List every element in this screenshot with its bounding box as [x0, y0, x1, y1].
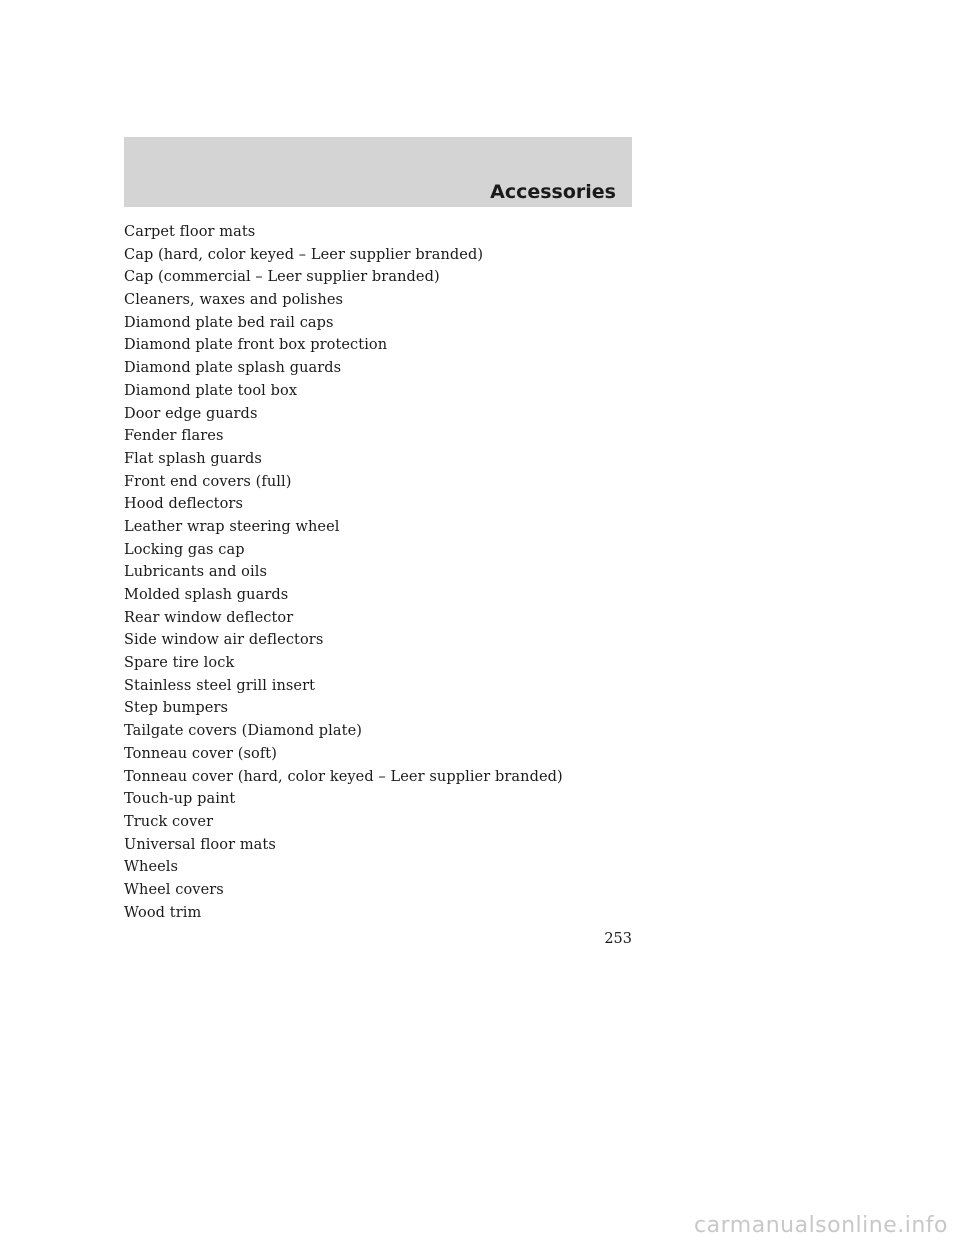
- list-item: Fender flares: [124, 428, 224, 445]
- list-item: Cap (commercial – Leer supplier branded): [124, 269, 440, 286]
- list-item: Tonneau cover (soft): [124, 745, 277, 762]
- list-item: Front end covers (full): [124, 473, 292, 490]
- list-item: Diamond plate front box protection: [124, 337, 388, 354]
- list-item: Spare tire lock: [124, 655, 235, 672]
- section-title: Accessories: [490, 181, 616, 203]
- list-item: Leather wrap steering wheel: [124, 518, 340, 535]
- list-item: Diamond plate bed rail caps: [124, 314, 334, 331]
- section-header-band: [124, 137, 632, 207]
- list-item: Cleaners, waxes and polishes: [124, 292, 344, 309]
- list-item: Diamond plate tool box: [124, 382, 298, 399]
- list-item: Hood deflectors: [124, 496, 243, 513]
- list-item: Flat splash guards: [124, 450, 262, 467]
- list-item: Tailgate covers (Diamond plate): [124, 723, 363, 740]
- accessory-list: [124, 221, 563, 924]
- list-item: Wheel covers: [124, 881, 224, 898]
- list-item: Truck cover: [124, 813, 214, 830]
- list-item: Stainless steel grill insert: [124, 677, 316, 694]
- list-item: Cap (hard, color keyed – Leer supplier branded): [124, 246, 484, 263]
- list-item: Tonneau cover (hard, color keyed – Leer supplier branded): [124, 768, 563, 785]
- list-item: Rear window deflector: [124, 609, 294, 626]
- list-item: Touch-up paint: [124, 791, 236, 808]
- list-item: Molded splash guards: [124, 587, 289, 603]
- list-item: Wood trim: [124, 904, 202, 921]
- list-item: Wheels: [124, 859, 179, 876]
- page-number: 253: [604, 931, 632, 947]
- watermark-text: carmanualsonline.info: [694, 1213, 948, 1238]
- list-item: Step bumpers: [124, 700, 229, 717]
- list-item: Diamond plate splash guards: [124, 360, 342, 377]
- list-item: Locking gas cap: [124, 541, 245, 558]
- list-item: Universal floor mats: [124, 836, 276, 853]
- list-item: Side window air deflectors: [124, 632, 324, 649]
- list-item: Door edge guards: [124, 405, 258, 422]
- list-item: Lubricants and oils: [124, 564, 268, 581]
- list-item: Carpet floor mats: [124, 224, 256, 240]
